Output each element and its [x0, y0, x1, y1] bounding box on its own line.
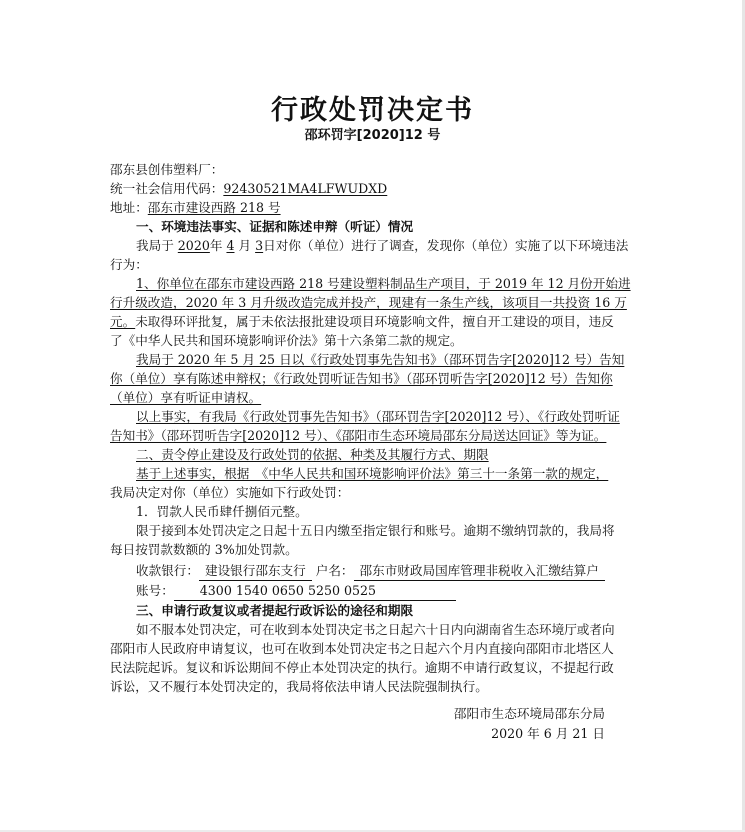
credit-code-line: [110, 179, 630, 198]
notice-line1: 我局于 2020 年 5 月 25 日以《行政处罚事先告知书》（邵环罚告字[2020]12 号）告知: [136, 352, 625, 367]
basis-line2: 我局决定对你（单位）实施如下行政处罚：: [110, 485, 350, 500]
recipient: 邵东县创伟塑料厂：: [110, 162, 224, 177]
evidence-line1: 以上事实，有我局《行政处罚事先告知书》（邵环罚告字[2020]12 号）、《行政处罚听证: [136, 409, 620, 424]
violation-line3-a: 元。: [110, 314, 136, 329]
p1-text-d: 日对你（单位）进行了调查，发现你（单位）实施了以下环境违法: [263, 238, 629, 253]
appeal-line2: 邵阳市人民政府申请复议，也可在收到本处罚决定书之日起六个月内直接向邵阳市北塔区人: [110, 641, 614, 656]
address-line: [110, 198, 630, 217]
violation-line3: [110, 312, 630, 331]
appeal-line1: 如不服本处罚决定，可在收到本处罚决定书之日起六十日内向湖南省生态环境厅或者向: [136, 622, 615, 637]
signature-block: [454, 704, 605, 744]
account-value: 4300 1540 0650 5250 0525: [174, 581, 456, 601]
penalty-item: 1．罚款人民币肆仟捌佰元整。: [136, 504, 308, 519]
violation-line4: 了《中华人民共和国环境影响评价法》第十六条第二款的规定。: [110, 333, 463, 348]
p1-text-a: 我局于: [136, 238, 174, 253]
notice-line2: 你（单位）享有陈述申辩权；《行政处罚听证告知书》（邵环罚听告字[2020]12 号）告知你: [110, 371, 613, 386]
paragraph-investigation: [110, 236, 630, 255]
evidence-line2: 告知书》（邵环罚听告字[2020]12 号）、《邵阳市生态环境局邵东分局送达回证》等为证。: [110, 428, 607, 443]
issuer: 邵阳市生态环境局邵东分局: [453, 706, 605, 721]
issue-date: 2020 年 6 月 21 日: [491, 726, 605, 741]
p1-year: 2020: [177, 238, 210, 253]
document-title: 行政处罚决定书: [271, 95, 474, 126]
violation-line3-b: 未取得环评批复，属于未依法报批建设项目环境影响文件，擅自开工建设的项目，违反: [135, 314, 614, 329]
appeal-line3: 民法院起诉。复议和诉讼期间不停止本处罚决定的执行。逾期不申请行政复议，不提起行政: [110, 660, 614, 675]
document-number: 邵环罚字[2020]12 号: [304, 128, 441, 143]
p1-day: 3: [255, 238, 264, 253]
p1-text-c: 月: [238, 238, 252, 253]
credit-code-label: 统一社会信用代码：: [110, 181, 224, 196]
address-value: 邵东市建设西路 218 号: [147, 200, 281, 215]
section2-heading: 二、责令停止建设及行政处罚的依据、种类及其履行方式、期限: [136, 447, 489, 462]
notice-line3: （单位）享有听证申请权。: [110, 390, 262, 405]
address-label: 地址：: [110, 200, 148, 215]
basis-line1: 基于上述事实，根据 《中华人民共和国环境影响评价法》第三十一条第一款的规定，: [136, 466, 609, 481]
p1-line2: 行为：: [110, 257, 148, 272]
account-label: 账号：: [136, 583, 174, 598]
bank-label: 收款银行：: [136, 563, 199, 578]
bank-value: 建设银行邵东支行: [199, 561, 312, 581]
payee-label: 户名：: [315, 563, 354, 578]
payment-deadline-line1: 限于接到本处罚决定之日起十五日内缴至指定银行和账号。逾期不缴纳罚款的，我局将: [136, 523, 615, 538]
p1-month: 4: [226, 238, 235, 253]
document-body: [110, 160, 630, 696]
violation-line1: 1、你单位在邵东市建设西路 218 号建设塑料制品生产项目，于 2019 年 12 月份开始进: [136, 276, 631, 291]
violation-line2: 行升级改造，2020 年 3 月升级改造完成并投产，现建有一条生产线，该项目一共投资 16 万: [110, 295, 627, 310]
account-line: [110, 581, 630, 601]
bank-line: [110, 561, 630, 581]
p1-text-b: 年: [209, 238, 223, 253]
section3-heading: 三、申请行政复议或者提起行政诉讼的途径和期限: [136, 603, 414, 618]
credit-code-value: 92430521MA4LFWUDXD: [223, 181, 388, 196]
section1-heading: 一、环境违法事实、证据和陈述申辩（听证）情况: [136, 219, 414, 234]
payee-value: 邵东市财政局国库管理非税收入汇缴结算户: [354, 561, 605, 581]
appeal-line4: 诉讼，又不履行本处罚决定的，我局将依法申请人民法院强制执行。: [110, 679, 488, 694]
payment-deadline-line2: 每日按罚款数额的 3%加处罚款。: [110, 542, 298, 557]
